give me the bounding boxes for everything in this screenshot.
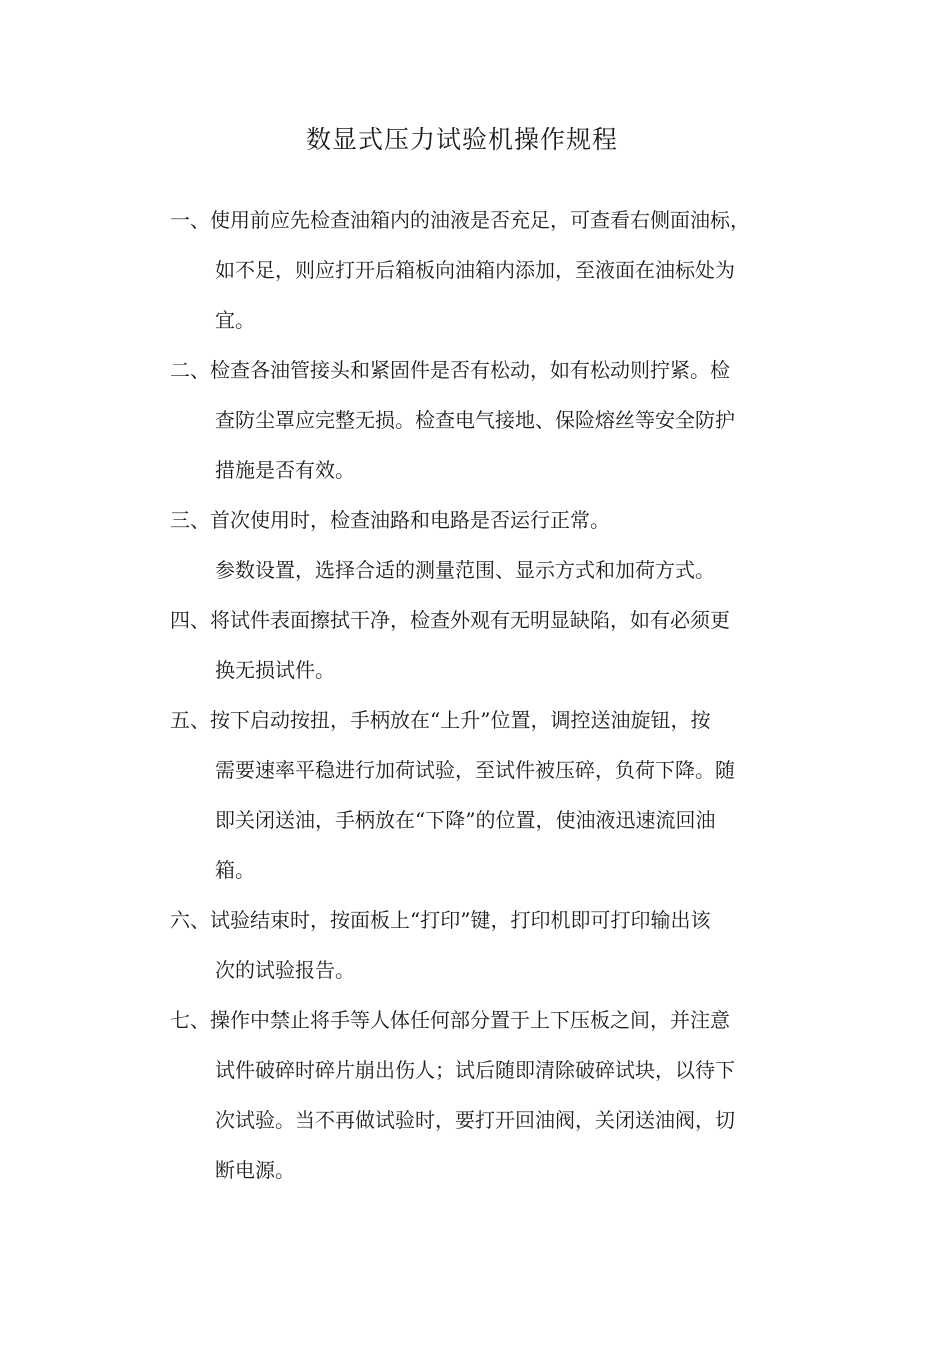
item-line: 需要速率平稳进行加荷试验，至试件被压碎，负荷下降。随 xyxy=(215,758,735,782)
item-line: 二、检查各油管接头和紧固件是否有松动，如有松动则拧紧。检 xyxy=(170,358,730,382)
item-line: 措施是否有效。 xyxy=(215,458,355,482)
document-body xyxy=(170,195,770,1195)
item-line: 次试验。当不再做试验时，要打开回油阀，关闭送油阀，切 xyxy=(215,1108,735,1132)
item-line: 断电源。 xyxy=(215,1158,295,1182)
document-title: 数显式压力试验机操作规程 xyxy=(305,125,618,154)
procedure-item-1 xyxy=(170,195,770,345)
item-line: 四、将试件表面擦拭干净，检查外观有无明显缺陷，如有必须更 xyxy=(170,608,730,632)
item-line: 次的试验报告。 xyxy=(215,958,355,982)
item-line: 宜。 xyxy=(215,308,255,332)
procedure-item-2 xyxy=(170,345,770,495)
item-line: 查防尘罩应完整无损。检查电气接地、保险熔丝等安全防护 xyxy=(215,408,735,432)
item-line: 五、按下启动按扭，手柄放在“上升”位置，调控送油旋钮，按 xyxy=(170,708,711,732)
item-line: 七、操作中禁止将手等人体任何部分置于上下压板之间，并注意 xyxy=(170,1008,730,1032)
procedure-item-5 xyxy=(170,695,770,895)
item-line: 试件破碎时碎片崩出伤人；试后随即清除破碎试块，以待下 xyxy=(215,1058,735,1082)
item-line: 换无损试件。 xyxy=(215,658,335,682)
procedure-item-6 xyxy=(170,895,770,995)
item-line: 箱。 xyxy=(215,858,255,882)
item-line: 即关闭送油，手柄放在“下降”的位置，使油液迅速流回油 xyxy=(215,808,716,832)
item-line: 参数设置，选择合适的测量范围、显示方式和加荷方式。 xyxy=(215,558,715,582)
procedure-item-3 xyxy=(170,495,770,595)
item-line: 六、试验结束时，按面板上“打印”键，打印机即可打印输出该 xyxy=(170,908,711,932)
procedure-item-7 xyxy=(170,995,770,1195)
item-line: 三、首次使用时，检查油路和电路是否运行正常。 xyxy=(170,508,610,532)
item-line: 一、使用前应先检查油箱内的油液是否充足，可查看右侧面油标， xyxy=(170,208,750,232)
item-line: 如不足，则应打开后箱板向油箱内添加，至液面在油标处为 xyxy=(215,258,735,282)
procedure-item-4 xyxy=(170,595,770,695)
